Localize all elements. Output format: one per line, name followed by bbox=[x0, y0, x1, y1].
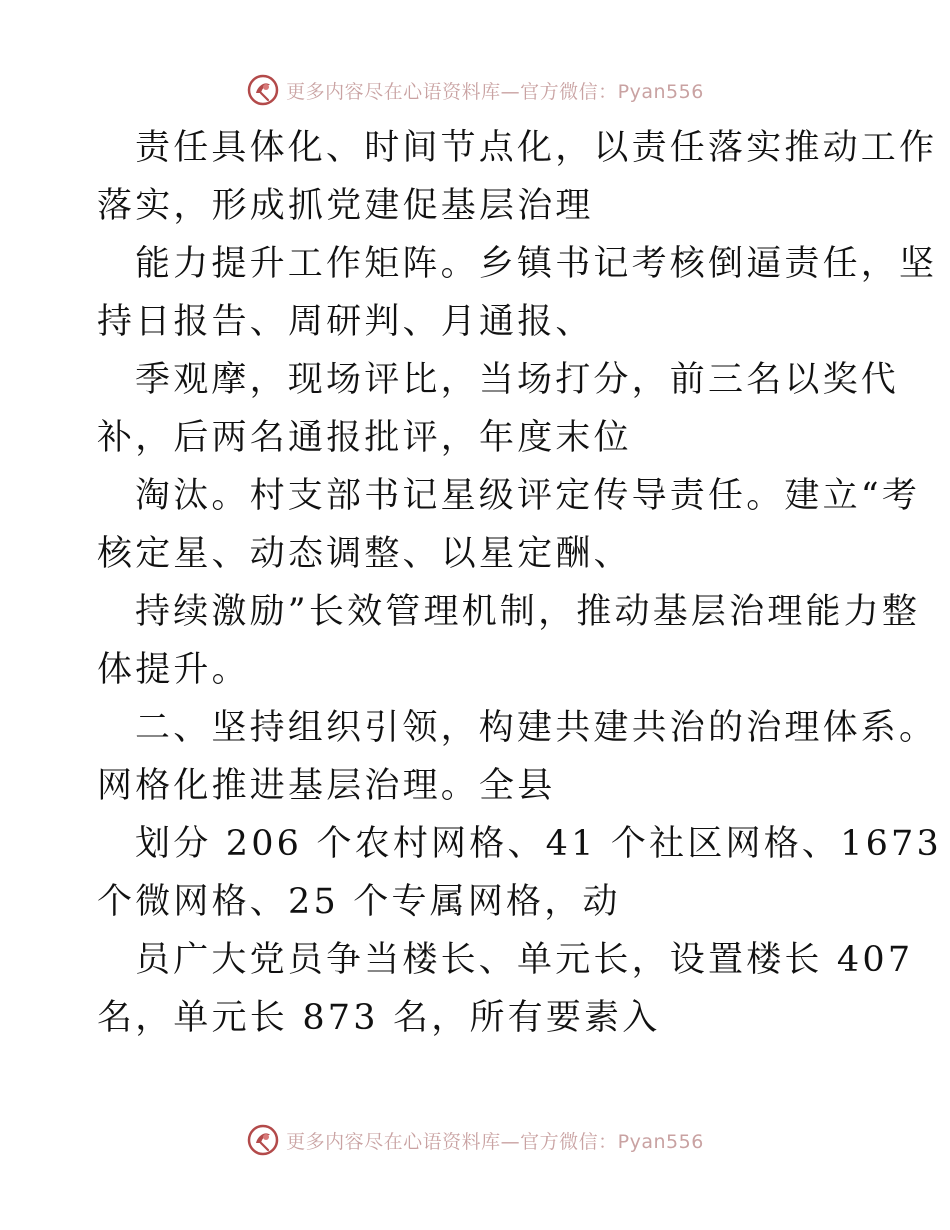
text-line: 持续激励”长效管理机制，推动基层治理能力整 bbox=[135, 592, 921, 632]
text-line: 淘汰。村支部书记星级评定传导责任。建立“考 bbox=[135, 476, 921, 516]
text-line: 持日报告、周研判、月通报、 bbox=[97, 302, 594, 342]
text-line: 网格化推进基层治理。全县 bbox=[97, 766, 556, 806]
text-line: 划分 206 个农村网格、41 个社区网格、1673 bbox=[135, 824, 942, 864]
text-line: 能力提升工作矩阵。乡镇书记考核倒逼责任，坚 bbox=[135, 244, 938, 284]
text-line: 核定星、动态调整、以星定酬、 bbox=[97, 534, 632, 574]
header-watermark bbox=[0, 70, 950, 110]
text-line: 补，后两名通报批评，年度末位 bbox=[97, 418, 632, 458]
text-line: 季观摩，现场评比，当场打分，前三名以奖代 bbox=[135, 360, 900, 400]
section-heading-line: 二、坚持组织引领，构建共建共治的治理体系。 bbox=[135, 708, 938, 748]
text-line: 落实，形成抓党建促基层治理 bbox=[97, 186, 594, 226]
watermark-text: 更多内容尽在心语资料库—官方微信：Pyan556 bbox=[286, 1130, 704, 1153]
text-line: 名，单元长 873 名，所有要素入 bbox=[97, 998, 661, 1038]
footer-watermark bbox=[0, 1120, 950, 1160]
text-line: 员广大党员争当楼长、单元长，设置楼长 407 bbox=[135, 940, 914, 980]
rose-logo-icon bbox=[246, 73, 280, 107]
rose-logo-icon bbox=[246, 1123, 280, 1157]
watermark-text: 更多内容尽在心语资料库—官方微信：Pyan556 bbox=[286, 80, 704, 103]
text-line: 个微网格、25 个专属网格，动 bbox=[97, 882, 621, 922]
text-line: 责任具体化、时间节点化，以责任落实推动工作 bbox=[135, 128, 938, 168]
text-line: 体提升。 bbox=[97, 650, 250, 690]
